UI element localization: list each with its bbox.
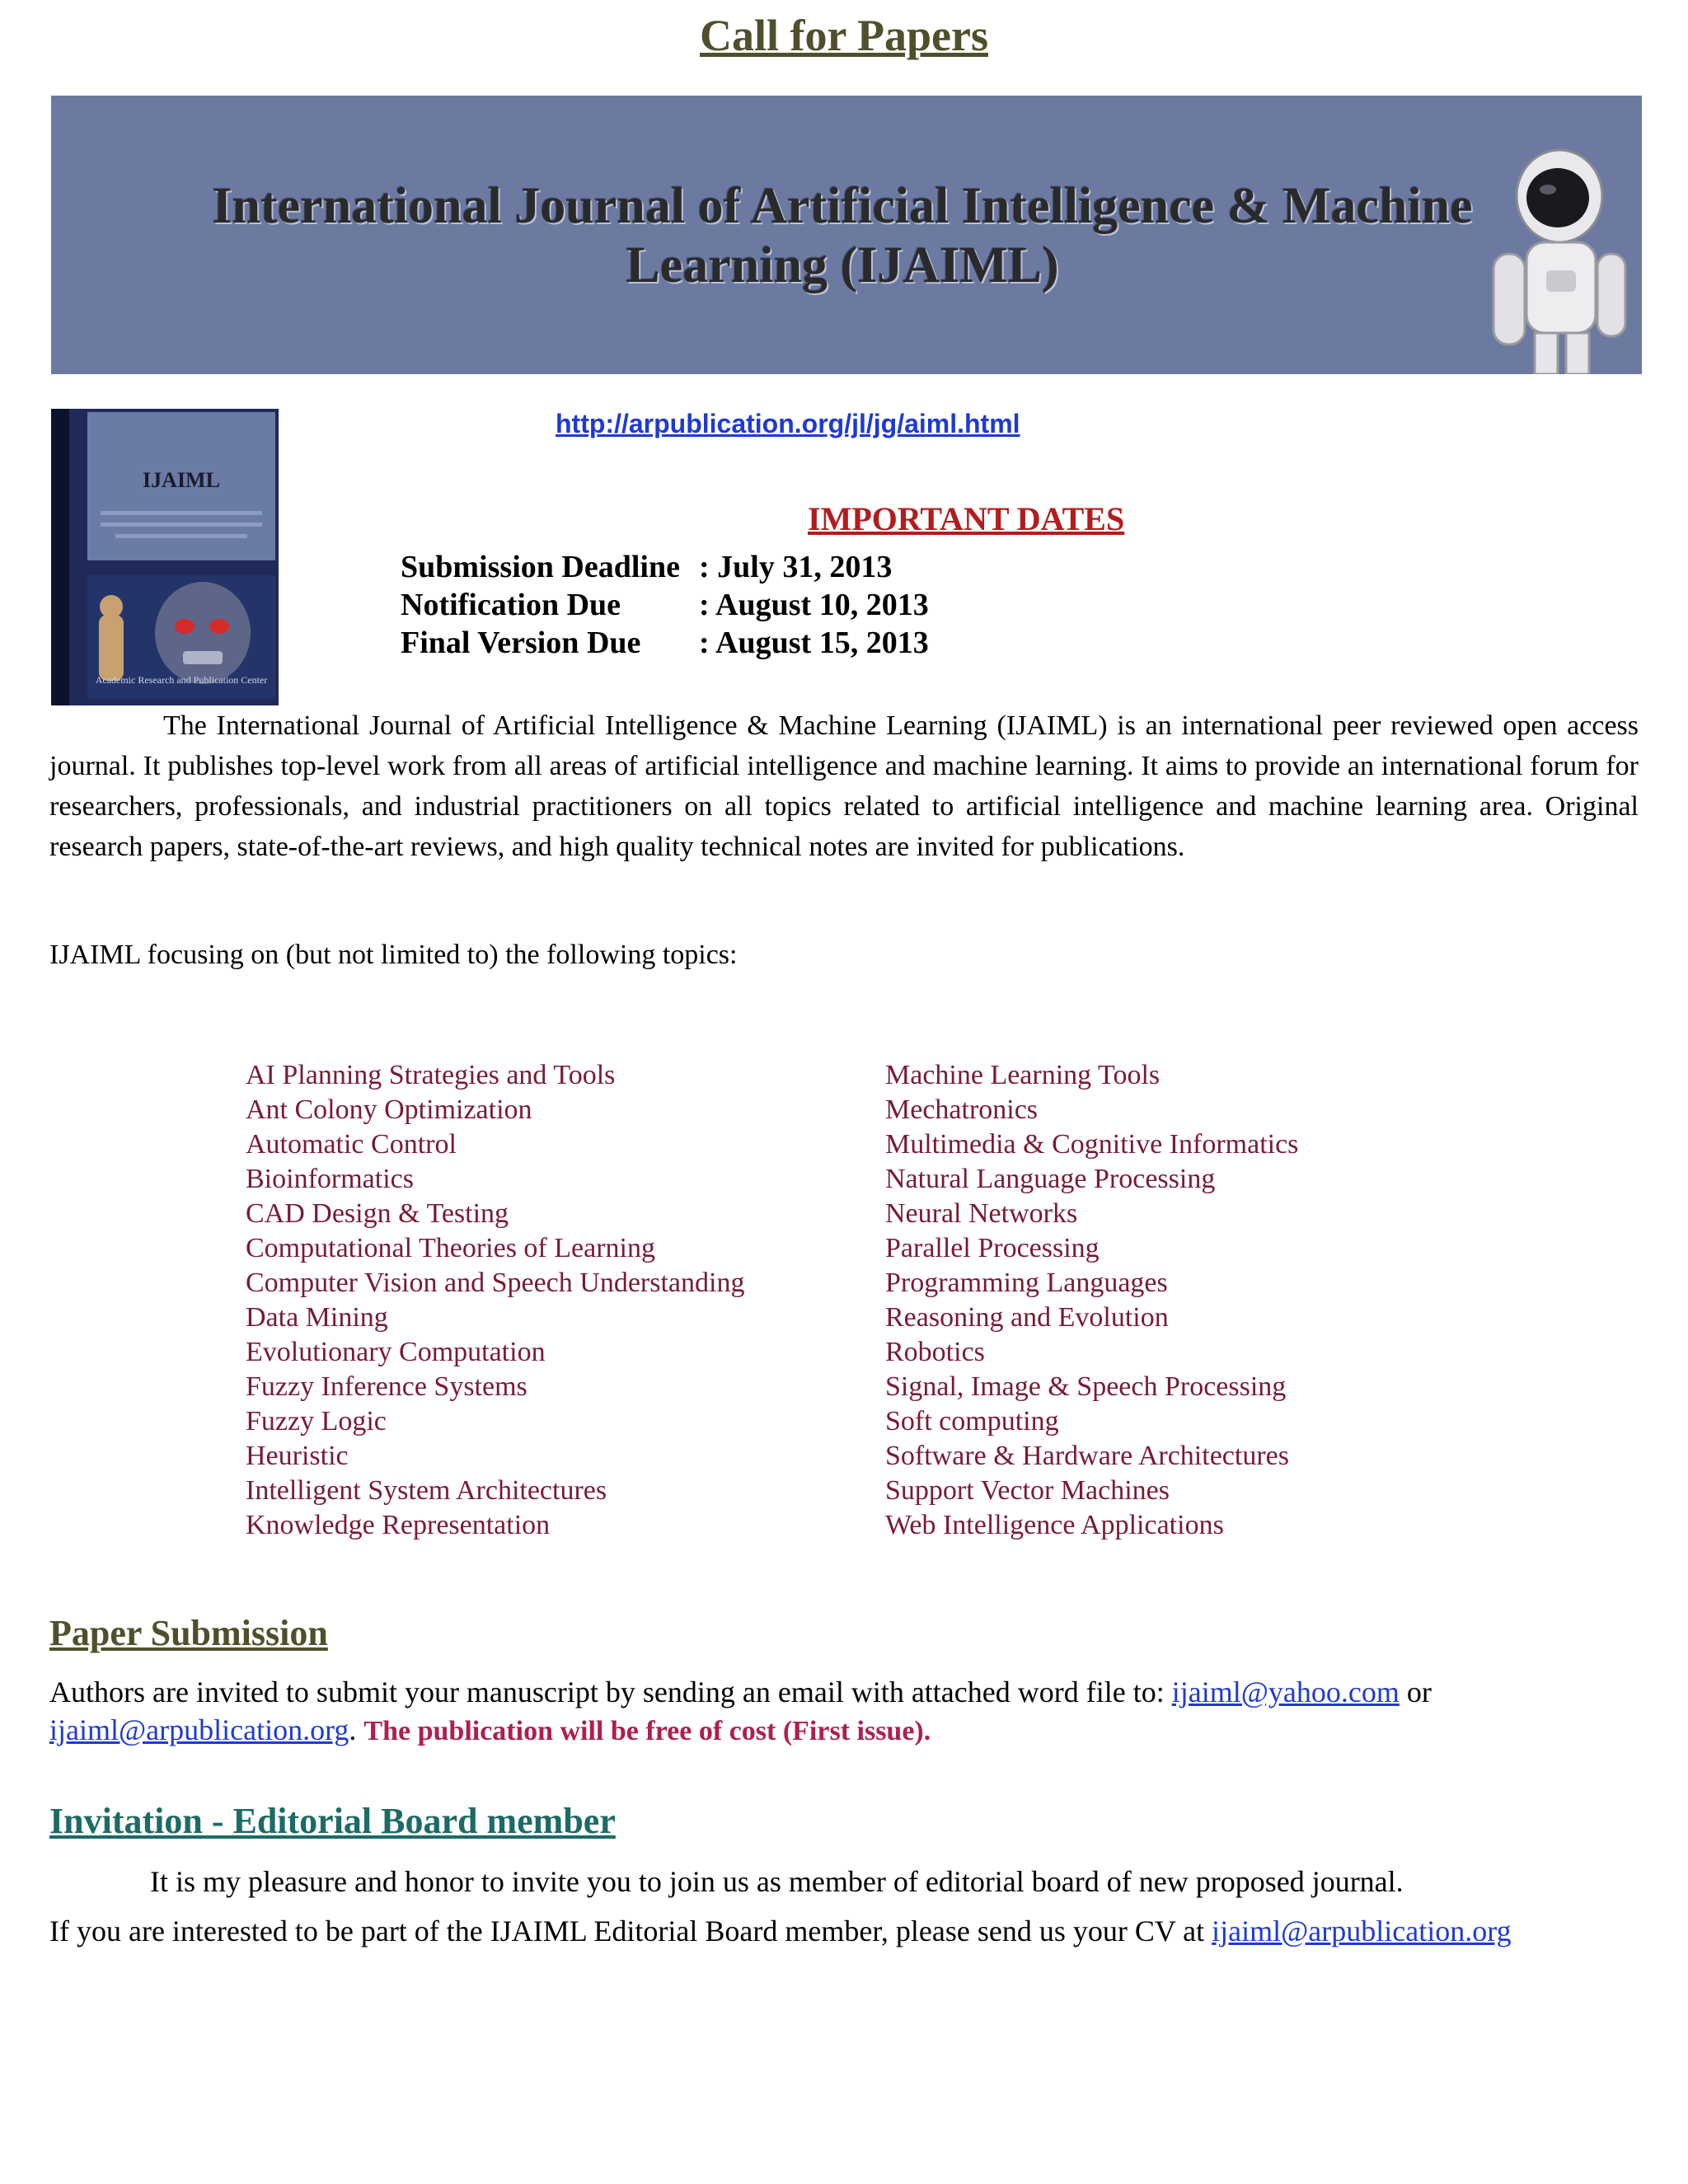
page-title: Call for Papers	[700, 11, 988, 60]
submission-paragraph	[49, 1673, 1640, 1750]
topic-item: Mechatronics	[885, 1094, 1039, 1125]
email-link-yahoo[interactable]: ijaiml@yahoo.com	[1171, 1675, 1400, 1708]
journal-cover-image	[51, 409, 279, 705]
date-value: : July 31, 2013	[699, 550, 893, 584]
invitation-cv-line	[49, 1914, 1512, 1948]
topic-item: Multimedia & Cognitive Informatics	[885, 1129, 1299, 1160]
invitation-cv-text: If you are interested to be part of the IJAIML Editorial Board member, please send us your CV at	[49, 1915, 1212, 1947]
topic-item: Computational Theories of Learning	[246, 1233, 655, 1263]
date-label: Notification Due	[401, 588, 621, 622]
submission-period: .	[349, 1713, 364, 1746]
topics-intro: IJAIML focusing on (but not limited to) the following topics:	[49, 940, 738, 970]
journal-banner	[51, 96, 1642, 374]
topic-item: Support Vector Machines	[885, 1475, 1170, 1506]
topics-right-column	[885, 1058, 1298, 1543]
topic-item: Robotics	[885, 1337, 985, 1367]
banner-title-line2: Learning (IJAIML)	[626, 237, 1059, 293]
topic-item: Machine Learning Tools	[885, 1060, 1160, 1090]
banner-title	[101, 176, 1584, 295]
topics-left-column	[246, 1058, 744, 1543]
topic-item: Data Mining	[246, 1302, 388, 1333]
topic-item: Parallel Processing	[885, 1233, 1100, 1263]
topic-item: Knowledge Representation	[246, 1510, 551, 1540]
submission-text: Authors are invited to submit your manuscript by sending an email with attached word file to:	[49, 1675, 1172, 1708]
date-row-submission	[401, 549, 892, 585]
date-value: : August 10, 2013	[699, 588, 929, 622]
topic-item: AI Planning Strategies and Tools	[246, 1060, 616, 1090]
topic-item: Heuristic	[246, 1441, 349, 1471]
topic-item: Web Intelligence Applications	[885, 1510, 1224, 1540]
date-row-notification	[401, 587, 929, 623]
date-label: Final Version Due	[401, 626, 641, 660]
topic-item: Software & Hardware Architectures	[885, 1441, 1289, 1471]
email-link-arpublication[interactable]: ijaiml@arpublication.org	[49, 1713, 349, 1746]
invitation-line: It is my pleasure and honor to invite you to join us as member of editorial board of new proposed journal.	[150, 1865, 1404, 1898]
date-label: Submission Deadline	[401, 550, 680, 584]
topic-item: Natural Language Processing	[885, 1164, 1216, 1194]
topic-item: CAD Design & Testing	[246, 1198, 509, 1229]
topic-item: Evolutionary Computation	[246, 1337, 546, 1367]
topic-item: Neural Networks	[885, 1198, 1078, 1229]
submission-or: or	[1399, 1675, 1432, 1708]
topic-item: Signal, Image & Speech Processing	[885, 1371, 1287, 1402]
topic-item: Reasoning and Evolution	[885, 1302, 1169, 1333]
topic-item: Automatic Control	[246, 1129, 457, 1160]
topic-item: Bioinformatics	[246, 1164, 414, 1194]
editorial-invitation-heading: Invitation - Editorial Board member	[49, 1801, 616, 1841]
topic-item: Programming Languages	[885, 1268, 1168, 1298]
robot-illustration	[1477, 147, 1642, 374]
intro-paragraph: The International Journal of Artificial Intelligence & Machine Learning (IJAIML) is an international peer reviewed open access journal. It publishes top-level work from all areas of artificial intelligence and machine learning. It aims to provide an international forum for researchers, professionals, and industrial practitioners on all topics related to artificial intelligence and machine learning area. Original research papers, state-of-the-art reviews, and high quality technical notes are invited for publications.	[49, 710, 1639, 862]
topic-item: Intelligent System Architectures	[246, 1475, 607, 1506]
topic-item: Fuzzy Inference Systems	[246, 1371, 528, 1402]
cover-brand: IJAIML	[143, 468, 220, 492]
topic-item: Ant Colony Optimization	[246, 1094, 532, 1125]
date-value: : August 15, 2013	[699, 626, 929, 660]
cover-caption: Academic Research and Publication Center	[95, 674, 268, 686]
banner-title-line1: International Journal of Artificial Intelligence & Machine	[212, 178, 1473, 234]
date-row-final-version	[401, 625, 929, 661]
important-dates-heading: IMPORTANT DATES	[808, 500, 1125, 537]
paper-submission-heading: Paper Submission	[49, 1613, 328, 1653]
topic-item: Fuzzy Logic	[246, 1406, 387, 1436]
free-of-cost-note: The publication will be free of cost (First issue).	[363, 1716, 931, 1746]
topic-item: Soft computing	[885, 1406, 1059, 1436]
email-link-cv[interactable]: ijaiml@arpublication.org	[1212, 1915, 1512, 1947]
journal-url-link[interactable]: http://arpublication.org/jl/jg/aiml.html	[556, 409, 1020, 438]
topic-item: Computer Vision and Speech Understanding	[246, 1268, 745, 1298]
